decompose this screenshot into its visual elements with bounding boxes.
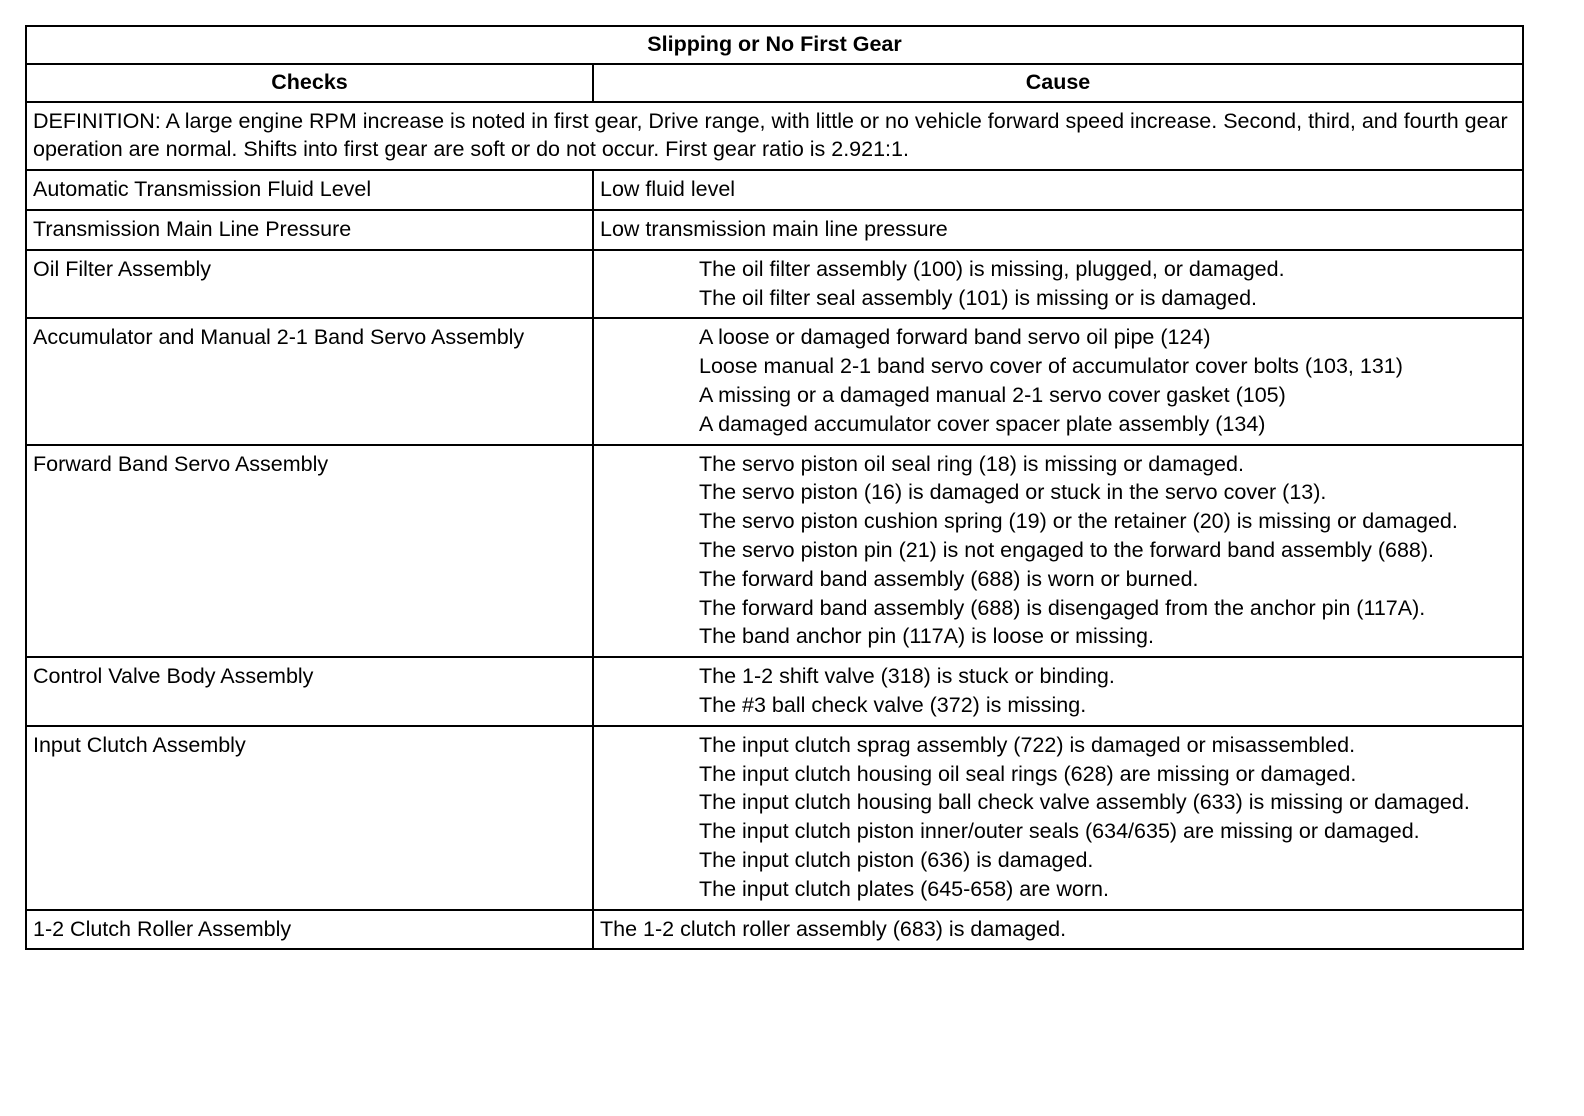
cause-item: The servo piston oil seal ring (18) is missing or damaged. (699, 451, 1244, 476)
table-row (26, 726, 1523, 910)
cause-list (600, 662, 1516, 720)
cause-item: Low fluid level (600, 177, 736, 202)
check-cell: Automatic Transmission Fluid Level (26, 170, 593, 210)
cause-item: The servo piston (16) is damaged or stuck in the servo cover (13). (699, 480, 1327, 505)
check-cell: Transmission Main Line Pressure (26, 210, 593, 250)
cause-cell (593, 170, 1523, 210)
cause-cell (593, 318, 1523, 444)
title-row (26, 26, 1523, 64)
cause-item: Low transmission main line pressure (600, 216, 948, 241)
cause-item: A missing or a damaged manual 2-1 servo cover gasket (105) (699, 382, 1286, 407)
cause-item: The 1-2 shift valve (318) is stuck or binding. (699, 664, 1115, 689)
header-row (26, 64, 1523, 102)
diagnostic-table (25, 25, 1524, 950)
table-title: Slipping or No First Gear (26, 26, 1523, 64)
table-row (26, 318, 1523, 444)
cause-item: The oil filter seal assembly (101) is missing or is damaged. (699, 285, 1258, 310)
cause-cell (593, 250, 1523, 319)
checks-header: Checks (26, 64, 593, 102)
table-row (26, 210, 1523, 250)
check-cell: 1-2 Clutch Roller Assembly (26, 910, 593, 950)
cause-item: The forward band assembly (688) is disengaged from the anchor pin (117A). (699, 595, 1426, 620)
table-row (26, 910, 1523, 950)
cause-item: The servo piston pin (21) is not engaged to the forward band assembly (688). (699, 537, 1434, 562)
cause-cell (593, 657, 1523, 726)
cause-item: A damaged accumulator cover spacer plate assembly (134) (699, 411, 1266, 436)
cause-cell (593, 726, 1523, 910)
check-cell: Accumulator and Manual 2-1 Band Servo Assembly (26, 318, 593, 444)
cause-item: The servo piston cushion spring (19) or the retainer (20) is missing or damaged. (699, 509, 1458, 534)
cause-item: The band anchor pin (117A) is loose or missing. (699, 624, 1154, 649)
definition-row (26, 102, 1523, 171)
cause-item: The 1-2 clutch roller assembly (683) is damaged. (600, 916, 1067, 941)
cause-item: The input clutch housing ball check valve assembly (633) is missing or damaged. (699, 790, 1470, 815)
check-cell: Oil Filter Assembly (26, 250, 593, 319)
table-row (26, 170, 1523, 210)
table-row (26, 657, 1523, 726)
check-cell: Control Valve Body Assembly (26, 657, 593, 726)
cause-item: The forward band assembly (688) is worn or burned. (699, 566, 1199, 591)
cause-item: The input clutch piston (636) is damaged. (699, 847, 1094, 872)
cause-cell (593, 445, 1523, 658)
check-cell: Forward Band Servo Assembly (26, 445, 593, 658)
cause-item: Loose manual 2-1 band servo cover of accumulator cover bolts (103, 131) (699, 354, 1403, 379)
cause-list (600, 255, 1516, 313)
cause-item: The input clutch piston inner/outer seals (634/635) are missing or damaged. (699, 819, 1420, 844)
cause-header: Cause (593, 64, 1523, 102)
cause-list (600, 731, 1516, 904)
cause-cell (593, 210, 1523, 250)
table-row (26, 250, 1523, 319)
cause-list (600, 450, 1516, 652)
cause-item: A loose or damaged forward band servo oil pipe (124) (699, 325, 1211, 350)
cause-item: The input clutch housing oil seal rings (628) are missing or damaged. (699, 761, 1357, 786)
cause-cell (593, 910, 1523, 950)
cause-item: The oil filter assembly (100) is missing, plugged, or damaged. (699, 256, 1285, 281)
table-row (26, 445, 1523, 658)
cause-list (600, 323, 1516, 438)
cause-item: The input clutch sprag assembly (722) is damaged or misassembled. (699, 732, 1356, 757)
cause-item: The input clutch plates (645-658) are worn. (699, 876, 1109, 901)
definition-text: DEFINITION: A large engine RPM increase is noted in first gear, Drive range, with little or no vehicle forward speed increase. Second, third, and fourth gear operation are normal. Shifts into first gear are soft or do not occur. First gear ratio is 2.921:1. (26, 102, 1523, 171)
check-cell: Input Clutch Assembly (26, 726, 593, 910)
cause-item: The #3 ball check valve (372) is missing. (699, 692, 1087, 717)
